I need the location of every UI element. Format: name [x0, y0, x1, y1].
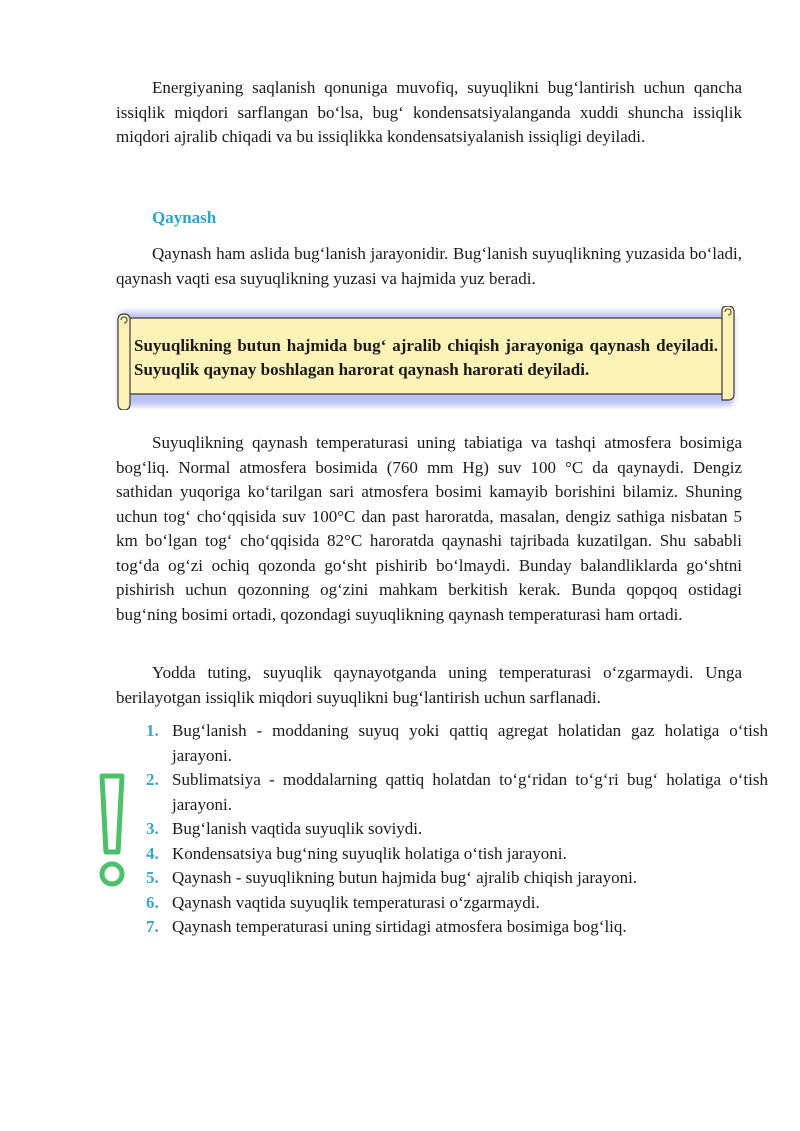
paragraph-condensation-heat: Energiyaning saqlanish qonuniga muvofiq, suyuqlikni bug‘lantirish uchun qancha issiqlik miqdori sarflangan bo‘lsa, bug‘ kondensatsiyalanganda xuddi shuncha issiqlik miqdori ajralib chiqadi va bu issiqlikka kondensatsiyalanish issiqligi deyiladi.	[116, 78, 742, 146]
list-item: 2. Sublimatsiya - moddalarning qattiq holatdan to‘g‘ridan to‘g‘ri bug‘ holatiga o‘tish jarayoni.	[146, 770, 768, 814]
definition-text: Suyuqlikning butun hajmida bug‘ ajralib chiqish jarayoniga qaynash deyiladi. Suyuqlik qaynay boshlagan harorat qaynash harorati deyiladi.	[134, 336, 718, 379]
list-item: 6. Qaynash vaqtida suyuqlik temperaturasi o‘zgarmaydi.	[146, 892, 540, 912]
list-item: 5. Qaynash - suyuqlikning butun hajmida bug‘ ajralib chiqish jarayoni.	[146, 868, 638, 887]
paragraph-remember: Yodda tuting, suyuqlik qaynayotganda uning temperaturasi o‘zgarmaydi. Unga berilayotgan issiqlik miqdori suyuqlikni bug‘lantirish uchun sarflanadi.	[116, 663, 742, 707]
summary-list	[146, 719, 768, 940]
paragraph-boiling-temperature: Suyuqlikning qaynash temperaturasi uning tabiatiga va tashqi atmosfera bosimiga bog‘liq. Normal atmosfera bosimida (760 mm Hg) suv 100 °C da qaynaydi. Dengiz sathidan yuqoriga ko‘tarilgan sari atmosfera bosimi kamayib borishini bilamiz. Shuning uchun tog‘ cho‘qqisida suv 100°C dan past haroratda, masalan, dengiz sathiga nisbatan 5 km bo‘lgan tog‘ cho‘qqisida 82°C haroratda qaynashi tajribada kuzatilgan. Shu sababli tog‘da og‘zi ochiq qozonda go‘sht pishirib bo‘lmaydi. Bunday balandliklarda go‘shtni pishirish uchun qozonning og‘zini mahkam berkitish kerak. Bunda qopqoq ostidagi bug‘ning bosimi ortadi, qozondagi suyuqlikning qaynash temperaturasi ham ortadi.	[116, 433, 742, 624]
definition-box	[112, 306, 740, 410]
list-item: 7. Qaynash temperaturasi uning sirtidagi atmosfera bosimiga bog‘liq.	[146, 917, 627, 936]
exclamation-icon	[92, 772, 132, 892]
list-item: 1. Bug‘lanish - moddaning suyuq yoki qattiq agregat holatidan gaz holatiga o‘tish jarayoni.	[146, 721, 768, 765]
list-item: 4. Kondensatsiya bug‘ning suyuqlik holatiga o‘tish jarayoni.	[146, 843, 567, 863]
section-heading-qaynash: Qaynash	[152, 208, 217, 227]
paragraph-boiling-intro: Qaynash ham aslida bug‘lanish jarayonidir. Bug‘lanish suyuqlikning yuzasida bo‘ladi, qaynash vaqti esa suyuqlikning yuzasi va hajmida yuz beradi.	[116, 244, 742, 288]
list-item: 3. Bug‘lanish vaqtida suyuqlik soviydi.	[146, 819, 423, 838]
